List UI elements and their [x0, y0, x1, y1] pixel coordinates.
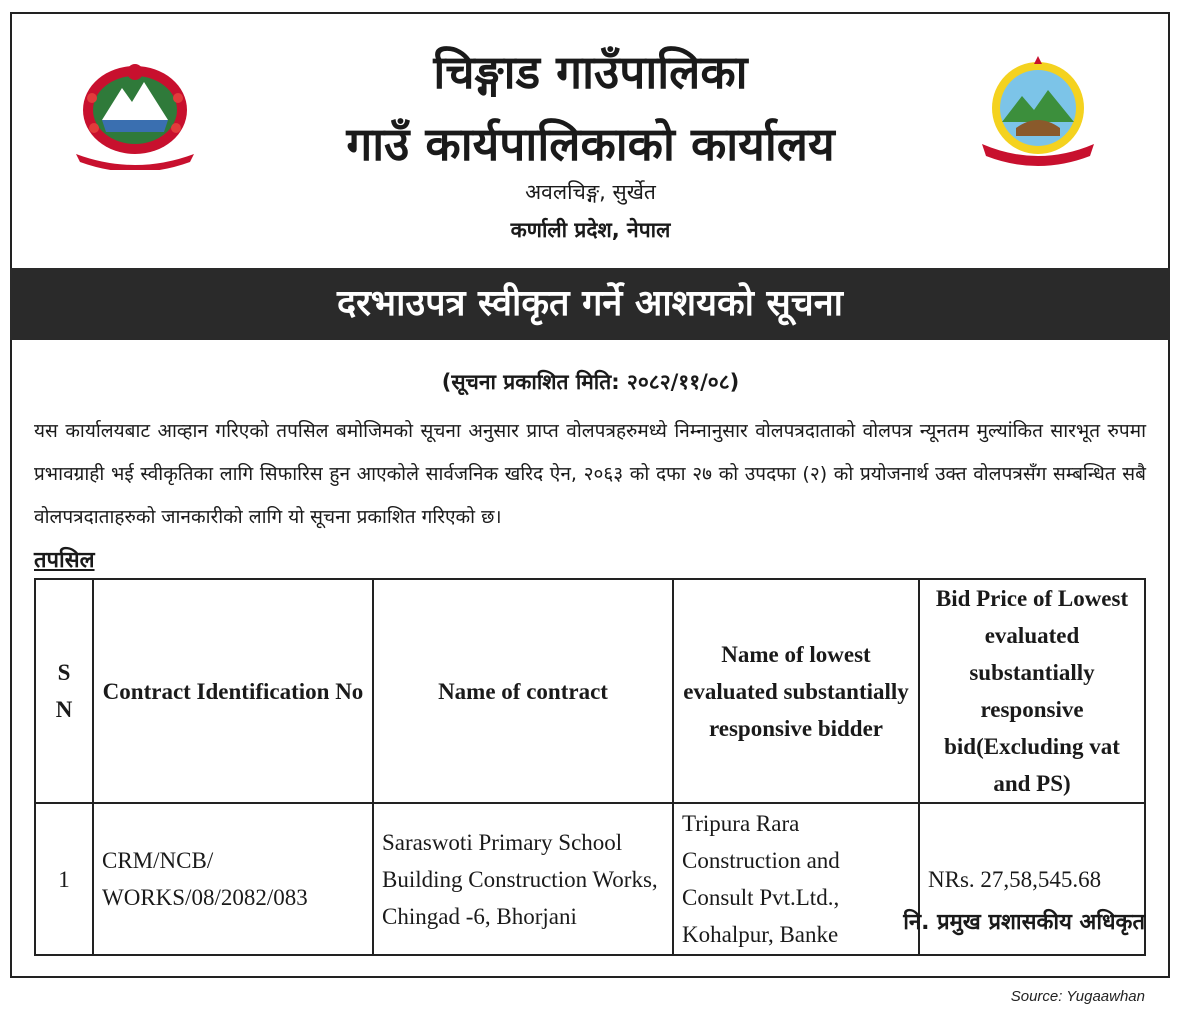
- cell-sn: 1: [35, 803, 93, 955]
- header-bid-price: Bid Price of Lowest evaluated substantially responsive bid(Excluding vat and PS): [919, 579, 1145, 803]
- header-contract-id: Contract Identification No: [93, 579, 373, 803]
- header-sn: S N: [35, 579, 93, 803]
- header-bidder: Name of lowest evaluated substantially responsive bidder: [673, 579, 919, 803]
- table-header-row: [35, 579, 1145, 803]
- signatory-title: नि. प्रमुख प्रशासकीय अधिकृत: [903, 910, 1145, 935]
- address-line-2: कर्णाली प्रदेश, नेपाल: [510, 218, 671, 242]
- notice-banner-title: दरभाउपत्र स्वीकृत गर्ने आशयको सूचना: [10, 268, 1170, 340]
- cell-contract-id: CRM/NCB/ WORKS/08/2082/083: [93, 803, 373, 955]
- office-name: गाउँ कार्यपालिकाको कार्यालय: [346, 117, 835, 171]
- notice-body: यस कार्यालयबाट आव्हान गरिएको तपसिल बमोजिमको सूचना अनुसार प्राप्त वोलपत्रहरुमध्ये निम्नानुसार वोलपत्रदाताको वोलपत्र न्यूनतम मुल्यांकित सारभूत रुपमा प्रभावग्राही भई स्वीकृतिका लागि सिफारिस हुन आएकोले सार्वजनिक खरिद ऐन, २०६३ को दफा २७ को उपदफा (२) को प्रयोजनार्थ उक्त वोलपत्रसँग सम्बन्धित सबै वोलपत्रदाताहरुको जानकारीको लागि यो सूचना प्रकाशित गरिएको छ।: [34, 420, 1146, 528]
- municipality-name: चिङ्गाड गाउँपालिका: [433, 45, 748, 99]
- cell-bidder: Tripura Rara Construction and Consult Pvt.Ltd., Kohalpur, Banke: [673, 803, 919, 955]
- header-contract-name: Name of contract: [373, 579, 673, 803]
- source-credit: Source: Yugaawhan: [1010, 988, 1145, 1005]
- section-label: तपसिल: [34, 548, 95, 573]
- cell-contract-name: Saraswoti Primary School Building Construction Works, Chingad -6, Bhorjani: [373, 803, 673, 955]
- cell-bid-price: NRs. 27,58,545.68: [919, 803, 1145, 955]
- published-date: (सूचना प्रकाशित मिति: २०८२/११/०८): [441, 370, 740, 394]
- address-line-1: अवलचिङ्ग, सुर्खेत: [525, 180, 656, 204]
- bid-table: [34, 578, 1146, 956]
